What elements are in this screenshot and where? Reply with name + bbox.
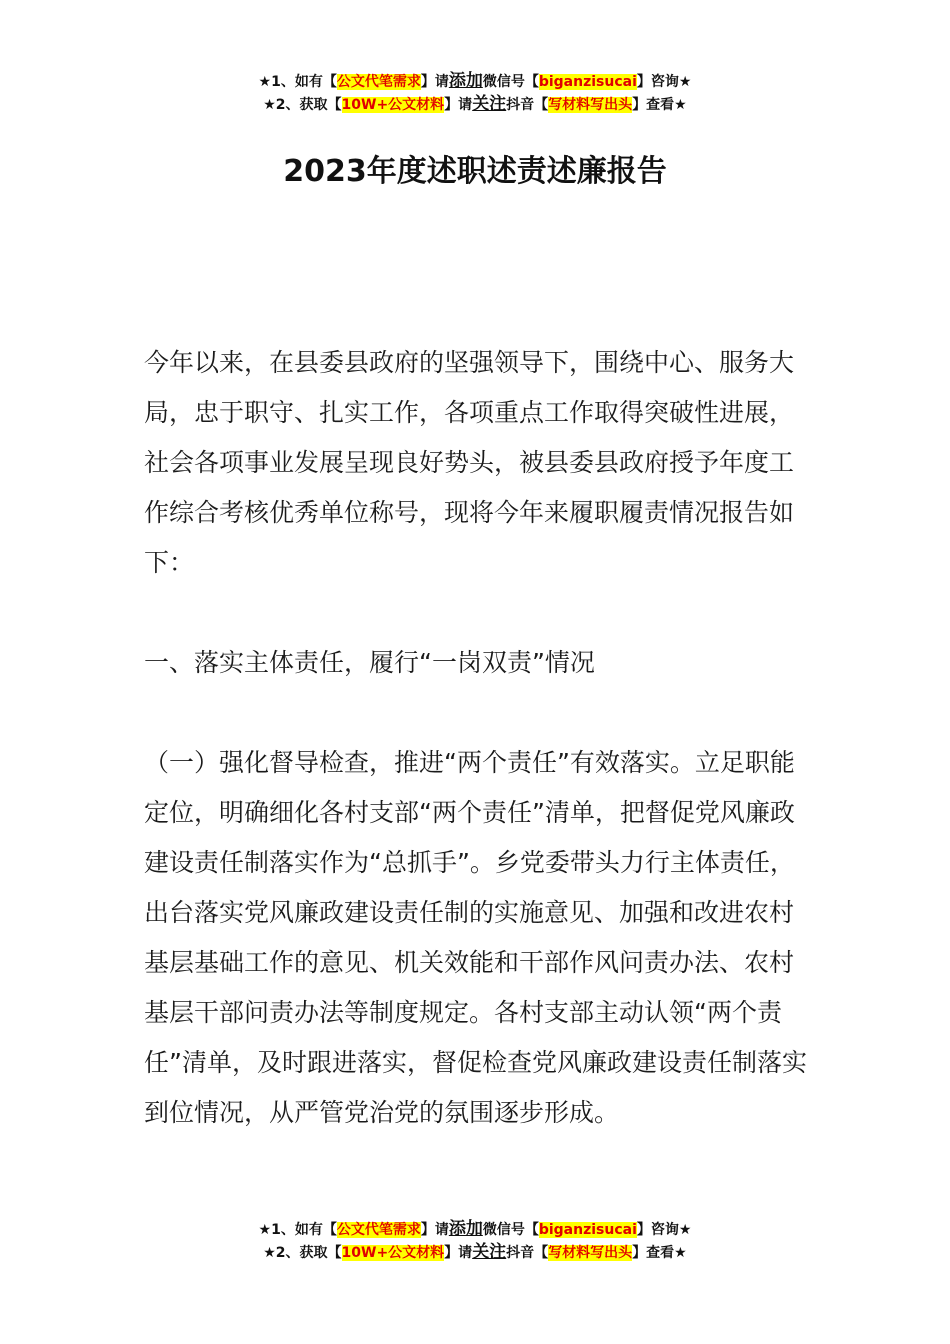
footer-line1-mid2: 微信号【	[482, 1222, 539, 1238]
footer-line1-mid1: 】请	[420, 1222, 449, 1238]
banner-wechat-id: biganzisucai	[538, 74, 637, 90]
banner-line1-mid2: 微信号【	[482, 74, 539, 90]
footer-add-word: 添加	[448, 1219, 483, 1239]
footer-douyin-id: 写材料写出头	[548, 1245, 633, 1261]
footer-line1-suffix: 】咨询★	[636, 1222, 692, 1238]
banner-line1-prefix: ★1、如有【	[258, 74, 337, 90]
footer-service-highlight: 公文代笔需求	[336, 1222, 421, 1238]
banner-line-2	[0, 93, 950, 116]
footer-line1-prefix: ★1、如有【	[258, 1222, 337, 1238]
section1-para1-text: （一）强化督导检查，推进“两个责任”有效落实。立足职能定位，明确细化各村支部“两个责任”清单，把督促党风廉政建设责任制落实作为“总抓手”。乡党委带头力行主体责任，出台落实党风廉政建设责任制的实施意见、加强和改进农村基层基础工作的意见、机关效能和干部作风问责办法、农村基层干部问责办法等制度规定。各村支部主动认领“两个责任”清单，及时跟进落实，督促检查党风廉政建设责任制落实到位情况，从严管党治党的氛围逐步形成。	[144, 748, 807, 1127]
banner-line2-prefix: ★2、获取【	[263, 97, 342, 113]
banner-follow-word: 关注	[472, 94, 507, 114]
footer-banner-line-1	[0, 1218, 950, 1241]
section1-paragraph	[144, 738, 808, 1138]
banner-line-1	[0, 70, 950, 93]
footer-banner-line-2	[0, 1241, 950, 1264]
footer-follow-word: 关注	[472, 1242, 507, 1262]
banner-douyin-id: 写材料写出头	[548, 97, 633, 113]
banner-line2-mid2: 抖音【	[506, 97, 549, 113]
footer-ad-banner	[0, 1218, 950, 1264]
document-title: 2023年度述职述责述廉报告	[283, 154, 667, 189]
banner-line2-mid1: 】请	[444, 97, 473, 113]
footer-line2-mid2: 抖音【	[506, 1245, 549, 1261]
section-heading	[144, 638, 808, 688]
banner-line1-mid1: 】请	[420, 74, 449, 90]
footer-line2-prefix: ★2、获取【	[263, 1245, 342, 1261]
footer-line2-suffix: 】查看★	[632, 1245, 687, 1261]
intro-paragraph	[144, 338, 808, 588]
footer-line2-mid1: 】请	[444, 1245, 473, 1261]
banner-add-word: 添加	[448, 71, 483, 91]
banner-materials-highlight: 10W+公文材料	[341, 97, 445, 113]
footer-materials-highlight: 10W+公文材料	[341, 1245, 445, 1261]
section1-heading: 一、落实主体责任，履行“一岗双责”情况	[144, 648, 595, 677]
header-ad-banner	[0, 70, 950, 116]
banner-line1-suffix: 】咨询★	[636, 74, 692, 90]
footer-wechat-id: biganzisucai	[538, 1222, 637, 1238]
banner-service-highlight: 公文代笔需求	[336, 74, 421, 90]
banner-line2-suffix: 】查看★	[632, 97, 687, 113]
intro-text: 今年以来，在县委县政府的坚强领导下，围绕中心、服务大局，忠于职守、扎实工作，各项重点工作取得突破性进展，社会各项事业发展呈现良好势头，被县委县政府授予年度工作综合考核优秀单位称号，现将今年来履职履责情况报告如下：	[144, 348, 795, 577]
